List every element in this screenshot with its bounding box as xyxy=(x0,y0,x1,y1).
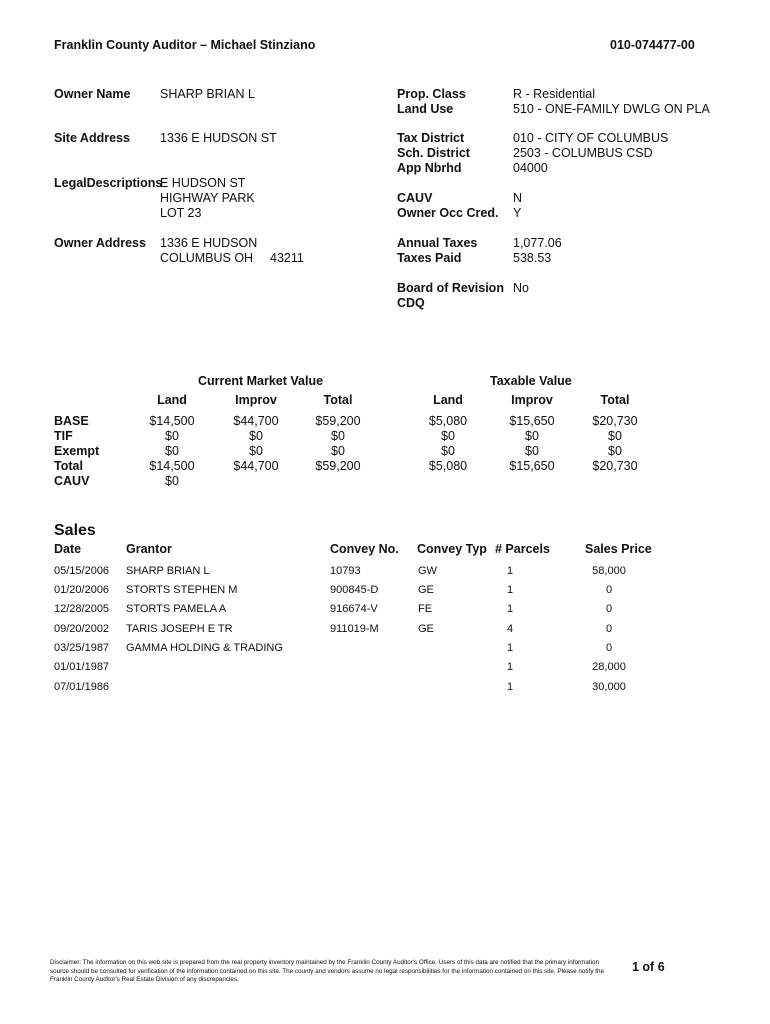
tax-district: 010 - CITY OF COLUMBUS xyxy=(513,131,669,145)
prop-class: R - Residential xyxy=(513,87,595,101)
sale-price: 0 xyxy=(605,584,613,596)
value-cell: $20,730 xyxy=(592,414,638,428)
legal-line: HIGHWAY PARK xyxy=(160,191,255,205)
value-cell: $0 xyxy=(441,444,455,458)
cauv-labels xyxy=(397,191,498,221)
market-improv-header: Improv xyxy=(235,393,277,407)
cauv-values xyxy=(513,191,522,221)
value-cell: $0 xyxy=(608,429,622,443)
sale-parcels: 1 xyxy=(506,681,514,693)
row-label: Total xyxy=(54,459,83,473)
site-address: 1336 E HUDSON ST xyxy=(160,131,277,145)
annual-taxes-label: Annual Taxes xyxy=(397,236,478,250)
cauv-value: N xyxy=(513,191,523,205)
sale-grantor: SHARP BRIAN L xyxy=(126,565,210,577)
value-cell: $0 xyxy=(525,444,539,458)
tax-labels xyxy=(397,236,477,266)
owner-address-line: 1336 E HUDSON xyxy=(160,236,258,250)
sales-header-price: Sales Price xyxy=(585,542,652,556)
sale-date: 03/25/1987 xyxy=(54,642,110,654)
district-values xyxy=(513,131,668,176)
land-use: 510 - ONE-FAMILY DWLG ON PLA xyxy=(513,102,710,116)
value-cell: $5,080 xyxy=(428,459,468,473)
legal-description xyxy=(160,176,255,221)
cauv-label: CAUV xyxy=(397,191,433,205)
bor-labels xyxy=(397,281,504,311)
sale-grantor: TARIS JOSEPH E TR xyxy=(126,623,233,635)
sale-convey-no: 911019-M xyxy=(330,623,379,635)
cdq-label: CDQ xyxy=(397,296,425,310)
owner-name: SHARP BRIAN L xyxy=(160,87,255,101)
market-improv-column xyxy=(224,414,288,474)
sale-date: 01/20/2006 xyxy=(54,584,110,596)
sale-parcels: 1 xyxy=(506,565,514,577)
sch-district: 2503 - COLUMBUS CSD xyxy=(513,146,653,160)
owner-address xyxy=(160,236,257,266)
legal-description-label: LegalDescriptions xyxy=(54,176,163,190)
value-cell: $0 xyxy=(249,429,263,443)
prop-class-label: Prop. Class xyxy=(397,87,466,101)
owner-occ-value: Y xyxy=(513,206,522,220)
taxes-paid-label: Taxes Paid xyxy=(397,251,462,265)
sale-convey-no: 900845-D xyxy=(330,584,379,596)
legal-line: LOT 23 xyxy=(160,206,202,220)
sale-date: 07/01/1986 xyxy=(54,681,110,693)
sales-row xyxy=(0,661,770,680)
page-number: 1 of 6 xyxy=(632,960,665,974)
value-cell: $5,080 xyxy=(428,414,468,428)
sale-parcels: 4 xyxy=(506,623,514,635)
value-cell: $20,730 xyxy=(592,459,638,473)
value-cell: $0 xyxy=(441,429,455,443)
sale-convey-typ: GE xyxy=(418,623,434,635)
taxable-land-header: Land xyxy=(433,393,463,407)
sale-date: 09/20/2002 xyxy=(54,623,110,635)
value-cell: $14,500 xyxy=(149,459,195,473)
district-labels xyxy=(397,131,470,176)
sales-header-grantor: Grantor xyxy=(126,542,172,556)
sale-convey-typ: FE xyxy=(418,603,433,615)
value-cell: $59,200 xyxy=(315,459,361,473)
sale-parcels: 1 xyxy=(506,584,514,596)
owner-address-line: COLUMBUS OH xyxy=(160,251,254,265)
taxable-value-title: Taxable Value xyxy=(490,374,572,388)
sales-row xyxy=(0,584,770,603)
row-label: Exempt xyxy=(54,444,100,458)
report-title: Franklin County Auditor – Michael Stinziano xyxy=(54,38,316,52)
market-total-column xyxy=(306,414,370,474)
sales-row xyxy=(0,603,770,622)
owner-occ-label: Owner Occ Cred. xyxy=(397,206,499,220)
sale-convey-no: 916674-V xyxy=(330,603,378,615)
bor-label: Board of Revision xyxy=(397,281,504,295)
sales-header-parcels: # Parcels xyxy=(495,542,550,556)
value-cell: $14,500 xyxy=(149,414,195,428)
value-cell: $0 xyxy=(525,429,539,443)
sales-title: Sales xyxy=(54,522,96,539)
sale-price: 0 xyxy=(605,603,613,615)
value-cell: $0 xyxy=(165,474,179,488)
tax-district-label: Tax District xyxy=(397,131,465,145)
parcel-id: 010-074477-00 xyxy=(610,38,695,52)
taxable-land-column xyxy=(416,414,480,474)
value-cell: $0 xyxy=(165,429,179,443)
value-cell: $59,200 xyxy=(315,414,361,428)
class-labels xyxy=(397,87,466,117)
row-label: CAUV xyxy=(54,474,90,488)
value-cell: $0 xyxy=(331,444,345,458)
sale-convey-typ: GE xyxy=(418,584,434,596)
sale-convey-no: 10793 xyxy=(330,565,361,577)
owner-zip: 43211 xyxy=(270,251,304,265)
sale-grantor: GAMMA HOLDING & TRADING xyxy=(126,642,283,654)
tax-values xyxy=(513,236,562,266)
value-cell: $44,700 xyxy=(233,459,279,473)
class-values xyxy=(513,87,710,117)
sale-parcels: 1 xyxy=(506,603,514,615)
sales-header-date: Date xyxy=(54,542,82,556)
sch-district-label: Sch. District xyxy=(397,146,470,160)
sales-row xyxy=(0,642,770,661)
sales-row xyxy=(0,565,770,584)
sale-date: 12/28/2005 xyxy=(54,603,110,615)
sales-header-convey-no: Convey No. xyxy=(330,542,399,556)
sale-parcels: 1 xyxy=(506,642,514,654)
sale-price: 0 xyxy=(605,623,613,635)
value-row-labels xyxy=(54,414,99,489)
sale-price: 28,000 xyxy=(592,661,626,673)
sale-grantor: STORTS PAMELA A xyxy=(126,603,227,615)
taxes-paid: 538.53 xyxy=(513,251,552,265)
app-nbrhd-label: App Nbrhd xyxy=(397,161,462,175)
annual-taxes: 1,077.06 xyxy=(513,236,562,250)
sale-grantor: STORTS STEPHEN M xyxy=(126,584,238,596)
value-cell: $0 xyxy=(165,444,179,458)
value-cell: $15,650 xyxy=(509,459,555,473)
taxable-total-column xyxy=(583,414,647,474)
sales-row xyxy=(0,681,770,700)
row-label: BASE xyxy=(54,414,89,428)
sale-price: 30,000 xyxy=(592,681,626,693)
sale-convey-typ: GW xyxy=(418,565,437,577)
land-use-label: Land Use xyxy=(397,102,454,116)
current-market-value-title: Current Market Value xyxy=(198,374,324,388)
value-cell: $0 xyxy=(608,444,622,458)
taxable-improv-header: Improv xyxy=(511,393,553,407)
value-cell: $15,650 xyxy=(509,414,555,428)
sale-price: 58,000 xyxy=(592,565,626,577)
site-address-label: Site Address xyxy=(54,131,130,145)
market-total-header: Total xyxy=(323,393,353,407)
owner-address-label: Owner Address xyxy=(54,236,146,250)
bor-value: No xyxy=(513,281,529,295)
sale-price: 0 xyxy=(605,642,613,654)
legal-line: E HUDSON ST xyxy=(160,176,246,190)
taxable-total-header: Total xyxy=(600,393,630,407)
market-land-column xyxy=(140,414,204,489)
owner-name-label: Owner Name xyxy=(54,87,131,101)
value-cell: $44,700 xyxy=(233,414,279,428)
value-cell: $0 xyxy=(249,444,263,458)
sale-parcels: 1 xyxy=(506,661,514,673)
market-land-header: Land xyxy=(157,393,187,407)
taxable-improv-column xyxy=(500,414,564,474)
row-label: TIF xyxy=(54,429,73,443)
sale-date: 05/15/2006 xyxy=(54,565,110,577)
disclaimer: Disclaimer: The information on this web site is prepared from the real property inventory maintained by the Franklin County Auditor's Office. Users of this data are notified that the primary information source should be consulted for verification of the information contained on this site. The county and vendors assume no legal responsibilities for the information contained on this site. Please notify the Franklin County Auditor's Real Estate Division of any discrepancies. xyxy=(50,959,604,983)
app-nbrhd: 04000 xyxy=(513,161,548,175)
sale-date: 01/01/1987 xyxy=(54,661,110,673)
value-cell: $0 xyxy=(331,429,345,443)
sales-header-convey-typ: Convey Typ xyxy=(417,542,487,556)
sales-row xyxy=(0,623,770,642)
